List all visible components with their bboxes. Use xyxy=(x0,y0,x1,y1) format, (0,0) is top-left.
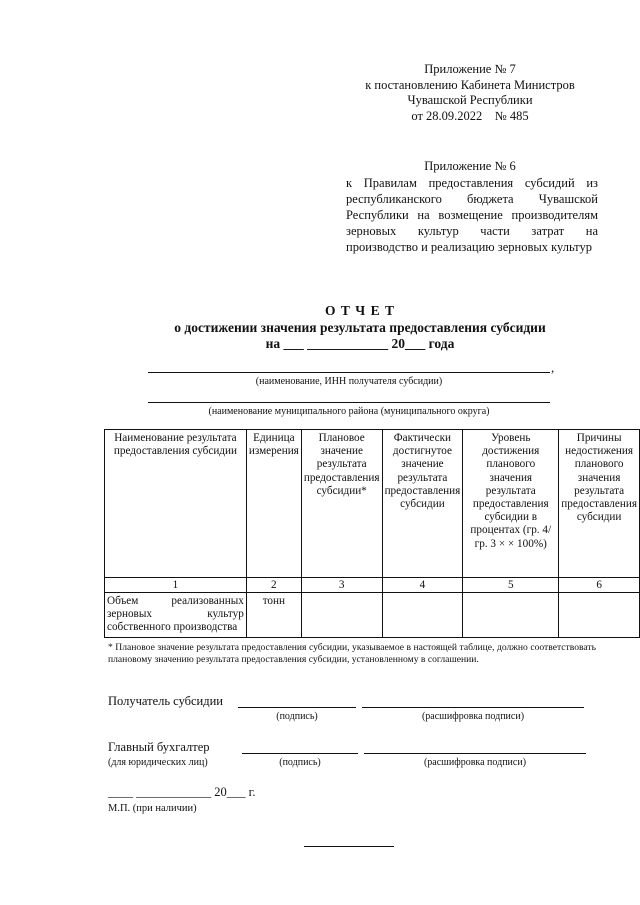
recipient-signature-caption: (подпись) xyxy=(276,711,318,722)
column-number: 5 xyxy=(463,578,559,593)
recipient-caption: (наименование, ИНН получателя субсидии) xyxy=(255,376,443,387)
table-header-row xyxy=(105,430,640,578)
row-unit: тонн xyxy=(246,593,301,638)
accountant-signature-label: Главный бухгалтер xyxy=(108,740,210,754)
recipient-decoding-caption: (расшифровка подписи) xyxy=(421,711,525,722)
appendix7-line3: Чувашской Республики xyxy=(407,93,533,107)
accountant-decoding-line xyxy=(364,753,586,754)
column-number: 3 xyxy=(301,578,382,593)
report-subtitle: о достижении значения результата предоставления субсидии xyxy=(174,320,546,335)
stamp-note: М.П. (при наличии) xyxy=(108,803,197,814)
column-number: 1 xyxy=(105,578,247,593)
recipient-comma: , xyxy=(551,360,555,375)
district-caption: (наименование муниципального района (муниципального округа) xyxy=(208,406,490,417)
column-number: 2 xyxy=(246,578,301,593)
appendix7-block xyxy=(340,62,600,124)
accountant-signature-caption: (подпись) xyxy=(279,757,321,768)
table-row xyxy=(105,593,640,638)
row-result-name: Объем реализованных зерновых культур собственного производства xyxy=(105,593,247,638)
footnote-divider xyxy=(108,637,183,638)
bottom-separator xyxy=(304,846,394,847)
row-actual-value xyxy=(382,593,463,638)
header-result-name: Наименование результата предоставления субсидии xyxy=(105,430,247,578)
header-plan-value: Плановое значение результата предоставления субсидии* xyxy=(301,430,382,578)
footnote-text: * Плановое значение результата предоставления субсидии, указываемое в настоящей таблице, должно соответствовать плановому значению результата предоставления субсидии, установленному в соглашении. xyxy=(108,642,596,665)
appendix6-heading: Приложение № 6 xyxy=(424,159,516,173)
date-line: ____ ____________ 20___ г. xyxy=(108,785,256,799)
report-period: на ___ ____________ 20___ года xyxy=(265,336,455,351)
recipient-signature-label: Получатель субсидии xyxy=(108,694,223,708)
results-table xyxy=(104,429,640,638)
recipient-decoding-line xyxy=(362,707,584,708)
district-line xyxy=(148,402,550,403)
header-reasons: Причины недостижения планового значения результата предоставления субсидии xyxy=(559,430,640,578)
recipient-signature-line xyxy=(238,707,356,708)
row-reasons xyxy=(559,593,640,638)
accountant-note: (для юридических лиц) xyxy=(108,757,208,768)
header-achievement-level: Уровень достижения планового значения результата предоставления субсидии в процентах (гр. 4/гр. 3 × × 100%) xyxy=(463,430,559,578)
column-number: 4 xyxy=(382,578,463,593)
column-number: 6 xyxy=(559,578,640,593)
appendix7-line4: от 28.09.2022 № 485 xyxy=(411,108,529,123)
accountant-signature-line xyxy=(242,753,358,754)
table-column-numbers xyxy=(105,578,640,593)
report-title: О Т Ч Е Т xyxy=(325,303,395,318)
appendix6-text: к Правилам предоставления субсидий из республиканского бюджета Чувашской Республики на возмещение производителям зерновых культур части затрат на производство и реализацию зерновых культур xyxy=(346,176,598,254)
row-achievement-level xyxy=(463,593,559,638)
recipient-line xyxy=(148,372,550,373)
header-unit: Единица измерения xyxy=(246,430,301,578)
accountant-decoding-caption: (расшифровка подписи) xyxy=(423,757,527,768)
header-actual-value: Фактически достигнутое значение результата предоставления субсидии xyxy=(382,430,463,578)
row-plan-value xyxy=(301,593,382,638)
appendix7-line2: к постановлению Кабинета Министров xyxy=(365,77,575,92)
appendix7-line1: Приложение № 7 xyxy=(424,62,516,76)
